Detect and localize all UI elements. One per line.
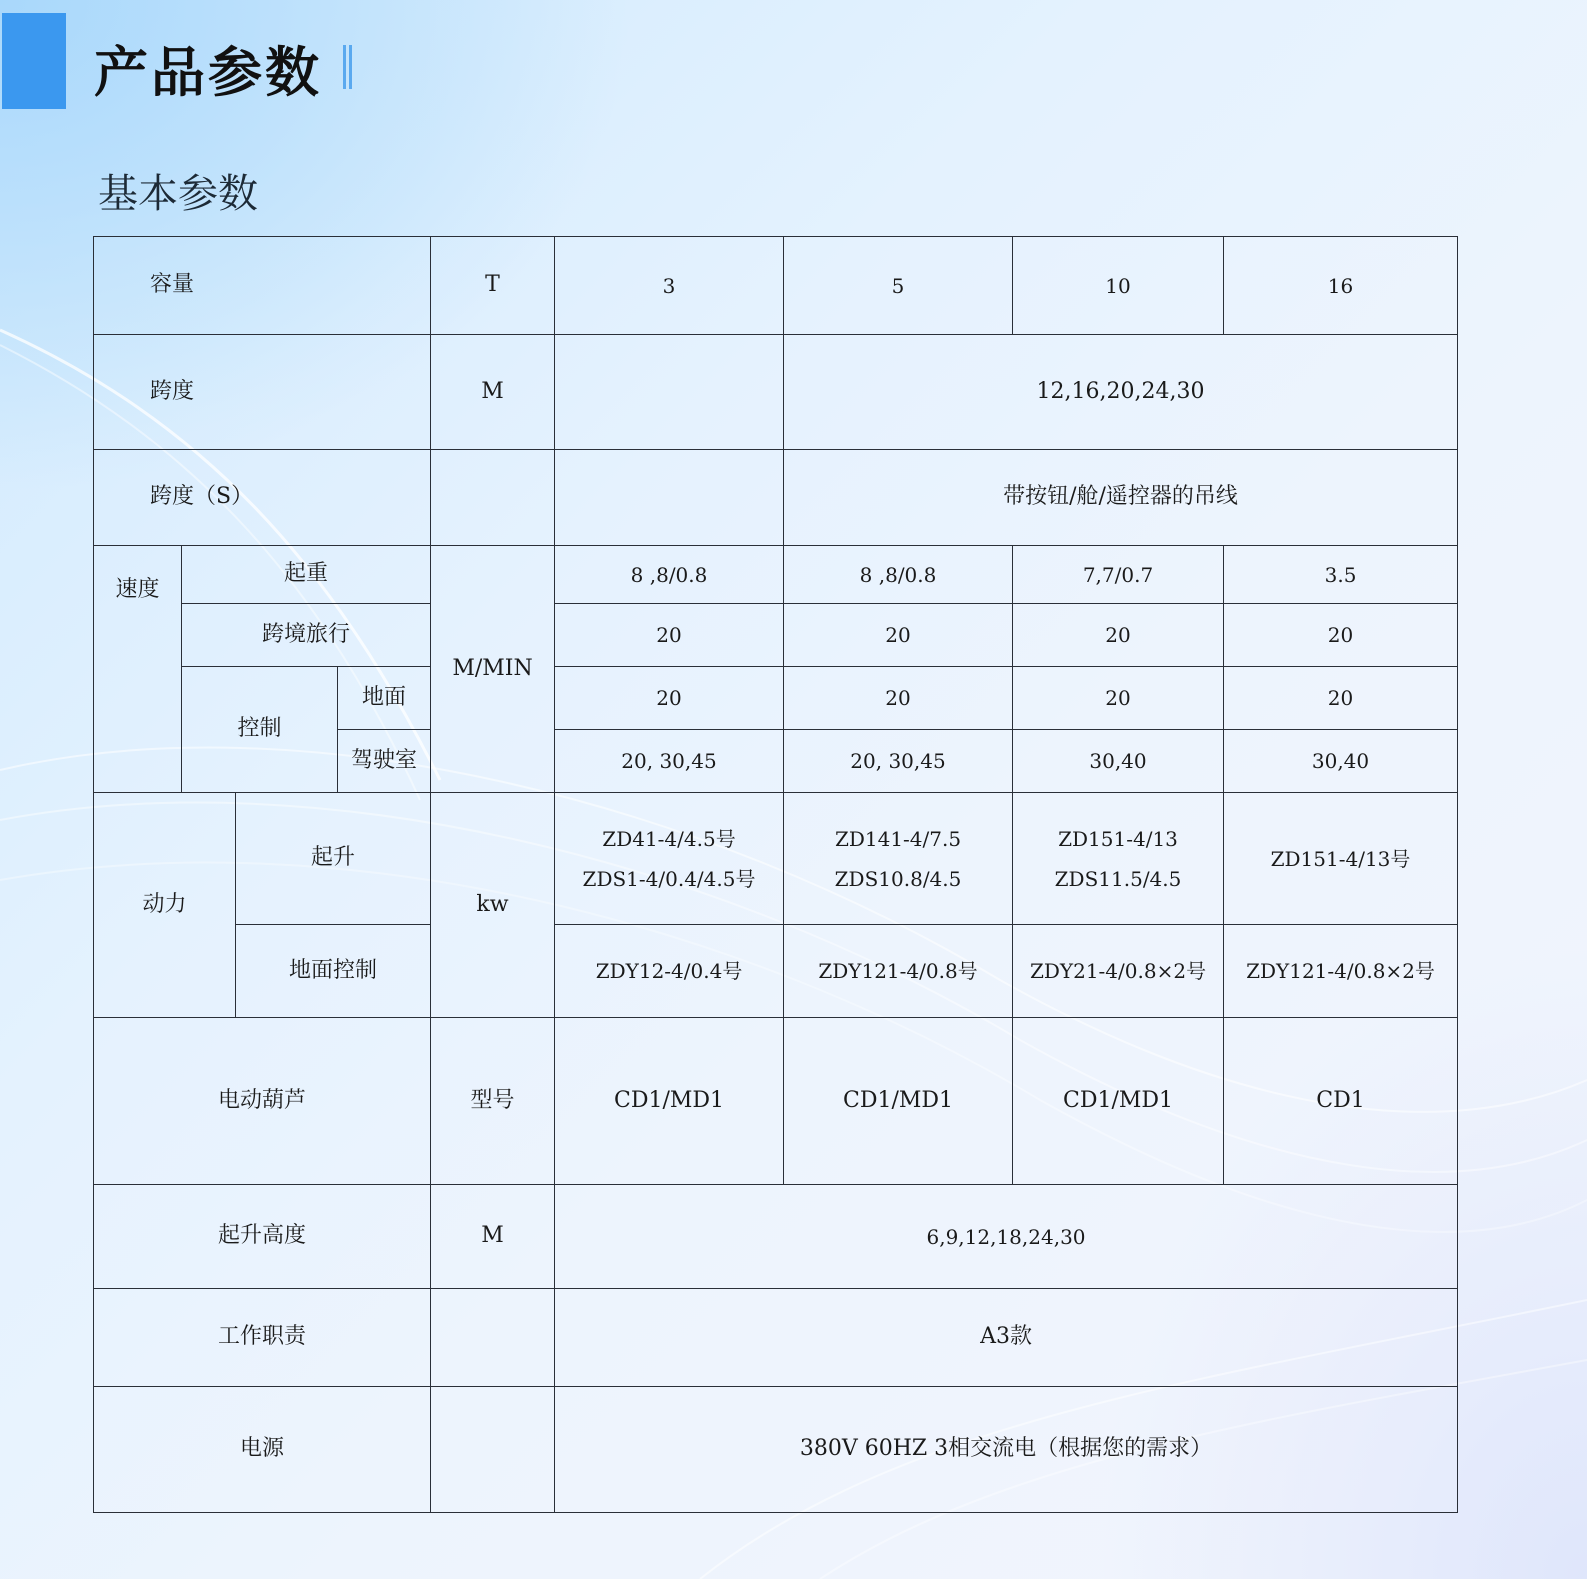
capacity-value: 16	[1224, 237, 1458, 335]
speed-cabin-value: 30,40	[1224, 730, 1458, 793]
speed-ground-value: 20	[1013, 667, 1224, 730]
row-label-capacity: 容量	[94, 237, 431, 335]
capacity-value: 3	[555, 237, 784, 335]
row-label-power-ground: 地面控制	[236, 925, 431, 1018]
empty-cell	[555, 450, 784, 546]
unit-duty	[431, 1289, 555, 1387]
power-ground-value: ZDY121-4/0.8×2号	[1224, 925, 1458, 1018]
table-row-power-ground	[94, 925, 1458, 1018]
speed-ground-value: 20	[784, 667, 1013, 730]
speed-lift-value: 8 ,8/0.8	[784, 546, 1013, 604]
speed-ground-value: 20	[1224, 667, 1458, 730]
power-ground-value: ZDY21-4/0.8×2号	[1013, 925, 1224, 1018]
row-label-speed-cabin: 驾驶室	[338, 730, 431, 793]
power-ground-value: ZDY121-4/0.8号	[784, 925, 1013, 1018]
params-table	[93, 236, 1458, 1513]
unit-hoist: 型号	[431, 1018, 555, 1185]
table-row-lift-height	[94, 1185, 1458, 1289]
row-label-speed: 速度	[94, 546, 182, 793]
speed-travel-value: 20	[1013, 604, 1224, 667]
power-lift-line: ZDS10.8/4.5	[834, 866, 962, 891]
power-lift-line: ZDS1-4/0.4/4.5号	[582, 866, 756, 891]
power-lift-line: ZD41-4/4.5号	[602, 826, 736, 851]
table-row-duty	[94, 1289, 1458, 1387]
section-title: 基本参数	[98, 171, 258, 217]
table-row-spacer	[94, 604, 1458, 609]
speed-travel-value: 20	[784, 604, 1013, 667]
unit-power: kw	[431, 793, 555, 1018]
span-value: 12,16,20,24,30	[784, 335, 1458, 450]
row-label-hoist: 电动葫芦	[94, 1018, 431, 1185]
speed-cabin-value: 20, 30,45	[784, 730, 1013, 793]
unit-lift-height: M	[431, 1185, 555, 1289]
unit-power-supply	[431, 1387, 555, 1513]
table-row-speed-ground	[94, 667, 1458, 730]
table-row-speed-lift	[94, 546, 1458, 604]
hoist-value: CD1/MD1	[784, 1018, 1013, 1185]
table-row-capacity	[94, 237, 1458, 335]
unit-speed: M/MIN	[431, 546, 555, 793]
speed-ground-value: 20	[555, 667, 784, 730]
speed-travel-value: 20	[555, 604, 784, 667]
power-lift-value	[1013, 793, 1224, 925]
speed-travel-value: 20	[1224, 604, 1458, 667]
capacity-value: 5	[784, 237, 1013, 335]
power-supply-value: 380V 60HZ 3相交流电（根据您的需求）	[555, 1387, 1458, 1513]
power-lift-value	[555, 793, 784, 925]
row-label-speed-control: 控制	[182, 667, 338, 793]
power-lift-line: ZD141-4/7.5	[834, 826, 962, 851]
speed-lift-value: 8 ,8/0.8	[555, 546, 784, 604]
unit-capacity: T	[431, 237, 555, 335]
row-label-duty: 工作职责	[94, 1289, 431, 1387]
hoist-value: CD1	[1224, 1018, 1458, 1185]
row-label-lift-height: 起升高度	[94, 1185, 431, 1289]
duty-value: A3款	[555, 1289, 1458, 1387]
power-lift-value	[1224, 793, 1458, 925]
capacity-value: 10	[1013, 237, 1224, 335]
row-label-span: 跨度	[94, 335, 431, 450]
empty-cell	[555, 335, 784, 450]
row-label-span-s: 跨度（S）	[94, 450, 431, 546]
speed-cabin-value: 20, 30,45	[555, 730, 784, 793]
lift-height-value: 6,9,12,18,24,30	[555, 1185, 1458, 1289]
power-ground-value: ZDY12-4/0.4号	[555, 925, 784, 1018]
table-row-power-supply	[94, 1387, 1458, 1513]
power-lift-line: ZD151-4/13	[1058, 826, 1178, 851]
speed-cabin-value: 30,40	[1013, 730, 1224, 793]
hoist-value: CD1/MD1	[555, 1018, 784, 1185]
row-label-speed-ground: 地面	[338, 667, 431, 730]
table-row-hoist	[94, 1018, 1458, 1185]
page-title: 产品参数	[94, 41, 322, 104]
row-label-power-lift: 起升	[236, 793, 431, 925]
header-accent-block	[2, 13, 66, 109]
table-row-span-s	[94, 450, 1458, 546]
table-row-span	[94, 335, 1458, 450]
row-label-speed-lift: 起重	[182, 546, 431, 604]
power-lift-line: ZDS11.5/4.5	[1054, 866, 1182, 891]
table-row-power-lift	[94, 793, 1458, 925]
title-bars-icon	[343, 45, 353, 89]
unit-span-s	[431, 450, 555, 546]
power-lift-value	[784, 793, 1013, 925]
speed-lift-value: 3.5	[1224, 546, 1458, 604]
unit-span: M	[431, 335, 555, 450]
row-label-speed-travel: 跨境旅行	[182, 604, 431, 667]
row-label-power-supply: 电源	[94, 1387, 431, 1513]
hoist-value: CD1/MD1	[1013, 1018, 1224, 1185]
row-label-power: 动力	[94, 793, 236, 1018]
span-s-value: 带按钮/舱/遥控器的吊线	[784, 450, 1458, 546]
power-lift-line: ZD151-4/13号	[1270, 846, 1411, 871]
speed-lift-value: 7,7/0.7	[1013, 546, 1224, 604]
